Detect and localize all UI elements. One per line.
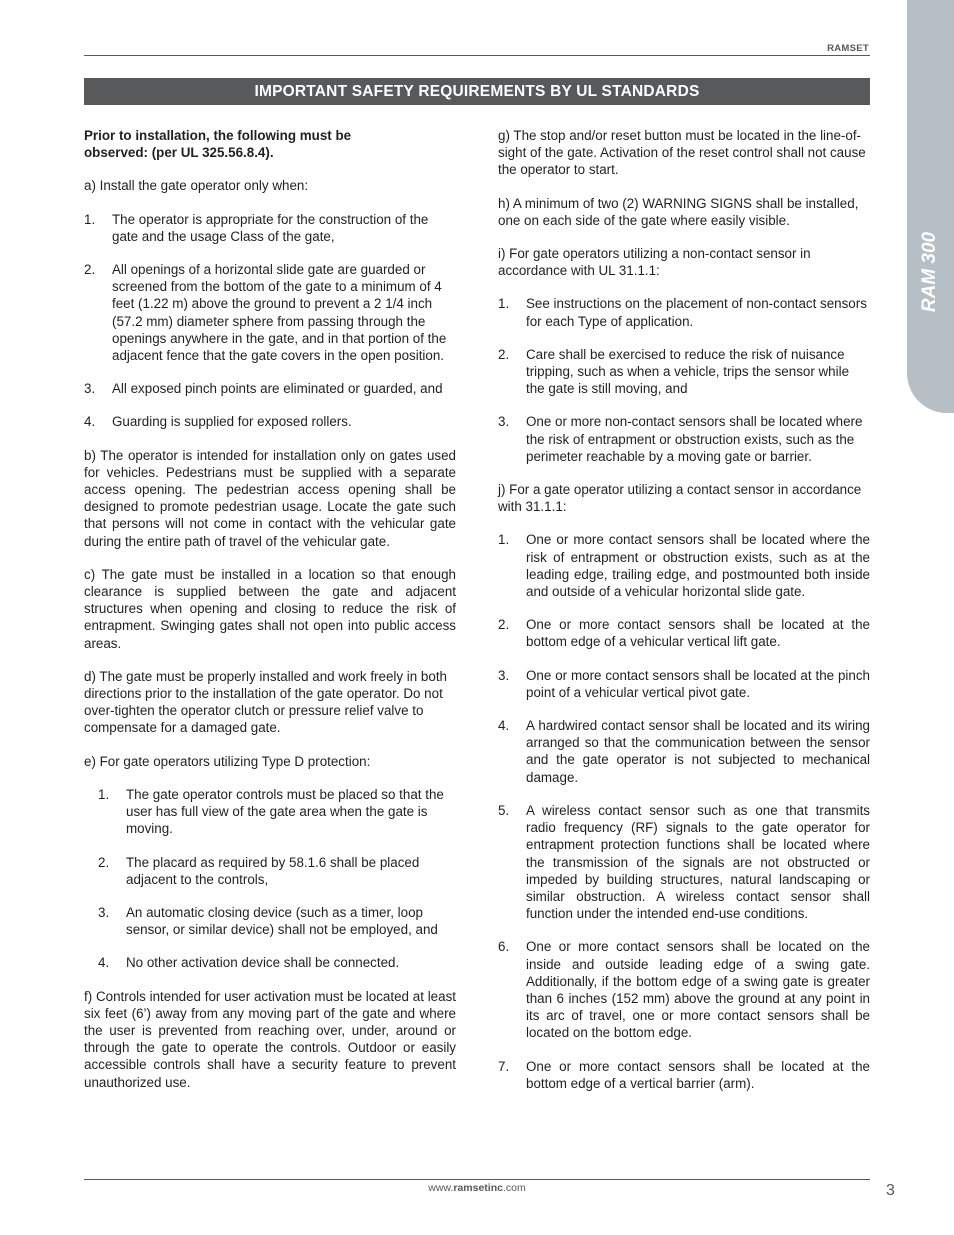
list-item xyxy=(498,717,870,786)
footer-url[interactable] xyxy=(0,1182,954,1194)
list-item xyxy=(498,346,870,398)
list-item xyxy=(498,616,870,650)
list-text: All openings of a horizontal slide gate are guarded or screened from the bottom of the gate to a minimum of 4 feet (1.22 m) above the ground to prevent a 2 1/4 inch (57.2 mm) diameter sphere from passing through the openings anywhere in the gate, and in that portion of the adjacent fence that the gate covers in the open position. xyxy=(112,262,447,364)
list-number: 4. xyxy=(498,718,510,734)
list-text: No other activation device shall be connected. xyxy=(126,955,400,971)
page-number: 3 xyxy=(886,1182,895,1199)
list-number: 2. xyxy=(498,617,510,633)
list-item xyxy=(498,667,870,701)
paragraph-i: i) For gate operators utilizing a non-contact sensor in accordance with UL 31.1.1: xyxy=(498,246,811,279)
list-text: A wireless contact sensor such as one that transmits radio frequency (RF) signals to the gate operator for entrapment protection functions shall be located where the transmission of the signals are not obstructed or impeded by building structures, natural landscaping or similar obstruction. A wireless contact sensor shall function under the intended end-use conditions. xyxy=(526,802,870,922)
list-text: A hardwired contact sensor shall be located and its wiring arranged so that the communication between the sensor and the gate operator is not subjected to mechanical damage. xyxy=(526,718,870,785)
header-rule xyxy=(84,55,870,56)
list-item xyxy=(498,938,870,1041)
list-number: 4. xyxy=(84,414,96,430)
paragraph-a: a) Install the gate operator only when: xyxy=(84,178,309,194)
list-j xyxy=(498,531,870,1091)
left-column xyxy=(84,127,456,1107)
list-text: All exposed pinch points are eliminated or guarded, and xyxy=(112,381,443,397)
list-text: The gate operator controls must be placed so that the user has full view of the gate area when the gate is moving. xyxy=(126,786,444,837)
list-item xyxy=(98,904,456,938)
list-text: One or more contact sensors shall be located at the bottom edge of a vertical barrier (arm). xyxy=(526,1058,870,1091)
list-item xyxy=(498,531,870,600)
intro-line-1: Prior to installation, the following must be xyxy=(84,128,352,143)
list-text: The placard as required by 58.1.6 shall be placed adjacent to the controls, xyxy=(126,854,420,887)
url-suffix: .com xyxy=(502,1182,526,1194)
list-number: 3. xyxy=(84,381,96,397)
paragraph-j: j) For a gate operator utilizing a contact sensor in accordance with 31.1.1: xyxy=(498,482,862,515)
side-tab xyxy=(907,0,954,413)
list-text: An automatic closing device (such as a timer, loop sensor, or similar device) shall not be employed, and xyxy=(126,904,438,938)
side-tab-label: RAM 300 xyxy=(919,231,940,313)
paragraph-c: c) The gate must be installed in a location so that enough clearance is supplied between the gate and adjacent structures when opening and closing to reduce the risk of entrapment. Swinging gates shall not open into public access areas. xyxy=(84,566,456,651)
list-item xyxy=(84,211,456,245)
list-item xyxy=(84,261,456,364)
list-number: 6. xyxy=(498,939,510,955)
list-number: 5. xyxy=(498,802,510,818)
section-banner: IMPORTANT SAFETY REQUIREMENTS BY UL STANDARDS xyxy=(84,78,870,105)
list-number: 3. xyxy=(98,904,110,920)
list-number: 1. xyxy=(498,532,510,548)
footer-rule xyxy=(84,1179,870,1180)
intro-paragraph xyxy=(84,127,456,161)
list-text: One or more non-contact sensors shall be located where the risk of entrapment or obstruction exists, such as the perimeter reachable by a moving gate or barrier. xyxy=(526,414,863,464)
list-item xyxy=(84,380,456,397)
list-text: Care shall be exercised to reduce the risk of nuisance tripping, such as when a vehicle, trips the sensor while the gate is still moving, and xyxy=(526,346,850,397)
list-a xyxy=(84,211,456,431)
url-domain: ramsetinc xyxy=(453,1182,503,1194)
list-item xyxy=(84,413,456,430)
list-item xyxy=(98,954,456,971)
url-prefix: www. xyxy=(428,1182,454,1194)
list-item xyxy=(498,1058,870,1092)
list-number: 1. xyxy=(498,296,510,312)
list-number: 4. xyxy=(98,955,110,971)
list-e xyxy=(98,786,456,972)
list-number: 2. xyxy=(98,854,110,870)
list-number: 2. xyxy=(498,346,510,362)
list-text: One or more contact sensors shall be located at the pinch point of a vehicular vertical pivot gate. xyxy=(526,667,870,700)
paragraph-g: g) The stop and/or reset button must be located in the line-of-sight of the gate. Activation of the reset control shall not cause the operator to start. xyxy=(498,128,866,178)
list-text: One or more contact sensors shall be located at the bottom edge of a vehicular vertical lift gate. xyxy=(526,617,870,650)
list-text: One or more contact sensors shall be located where the risk of entrapment or obstruction exists, such as at the leading edge, trailing edge, and postmounted both inside and outside of a vehicular horizontal slide gate. xyxy=(526,532,870,600)
right-column xyxy=(498,127,870,1108)
paragraph-h: h) A minimum of two (2) WARNING SIGNS shall be installed, one on each side of the gate where easily visible. xyxy=(498,195,859,228)
paragraph-b: b) The operator is intended for installation only on gates used for vehicles. Pedestrians must be supplied with a separate access opening. The pedestrian access opening shall be designed to promote pedestrian usage. Locate the gate such that persons will not come in contact with the vehicular gate during the entire path of travel of the vehicular gate. xyxy=(84,447,456,549)
intro-line-2: observed: (per UL 325.56.8.4). xyxy=(84,145,274,161)
paragraph-f: f) Controls intended for user activation must be located at least six feet (6’) away from any moving part of the gate and where the user is prevented from reaching over, under, around or through the gate to operate the controls. Outdoor or easily accessible controls shall have a security feature to prevent unauthorized use. xyxy=(84,988,456,1090)
list-item xyxy=(498,413,870,465)
paragraph-d: d) The gate must be properly installed and work freely in both directions prior to the installation of the gate operator. Do not over-tighten the operator clutch or pressure relief valve to compensate for a damaged gate. xyxy=(84,668,447,736)
list-text: Guarding is supplied for exposed rollers. xyxy=(112,414,352,430)
list-i xyxy=(498,295,870,465)
list-number: 3. xyxy=(498,667,510,683)
brand-label: RAMSET xyxy=(827,43,869,54)
list-number: 1. xyxy=(84,211,96,227)
list-number: 2. xyxy=(84,262,96,278)
list-text: See instructions on the placement of non-contact sensors for each Type of application. xyxy=(526,296,867,329)
list-text: The operator is appropriate for the construction of the gate and the usage Class of the gate, xyxy=(112,211,429,244)
list-item xyxy=(498,802,870,922)
list-text: One or more contact sensors shall be located on the inside and outside leading edge of a swing gate. Additionally, if the bottom edge of a swing gate is greater than 6 inches (152 mm) above the ground at any point in its arc of travel, one or more contact sensors shall be located on the bottom edge. xyxy=(526,939,870,1041)
list-number: 1. xyxy=(98,786,110,802)
list-item xyxy=(98,854,456,888)
list-number: 3. xyxy=(498,414,510,430)
list-item xyxy=(498,295,870,329)
list-number: 7. xyxy=(498,1058,510,1074)
list-item xyxy=(98,786,456,838)
paragraph-e: e) For gate operators utilizing Type D protection: xyxy=(84,753,371,769)
